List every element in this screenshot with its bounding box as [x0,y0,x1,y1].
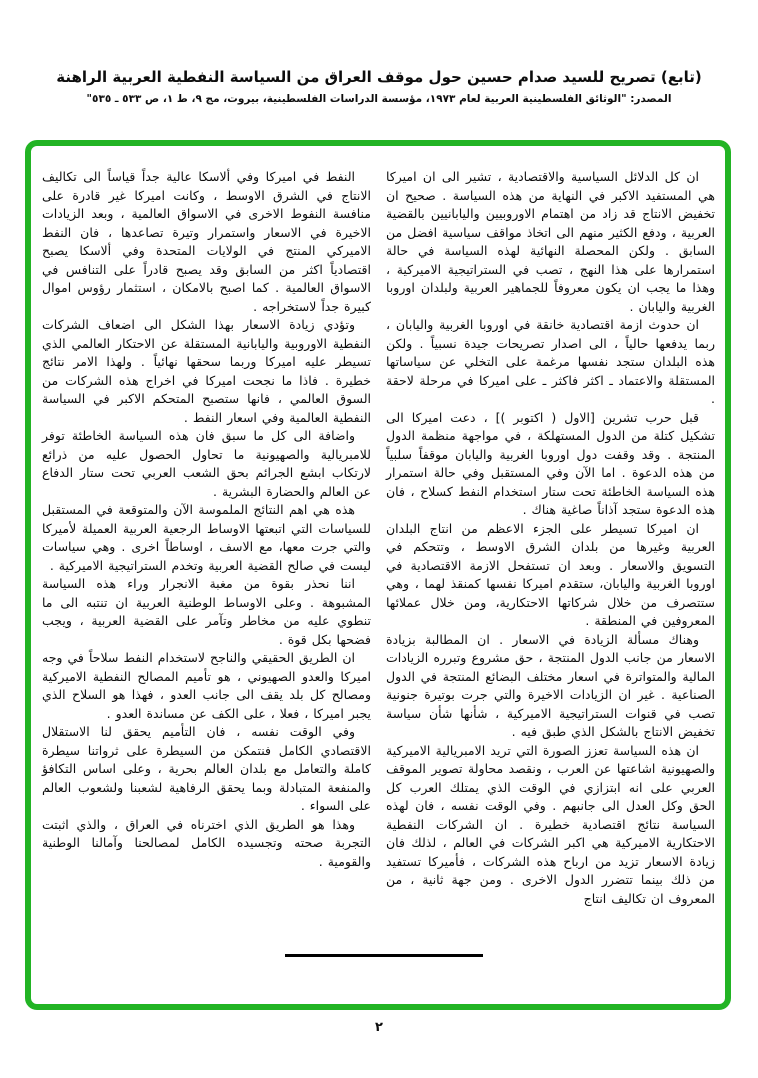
paragraph: اننا نحذر بقوة من مغبة الانجرار وراء هذه السياسة المشبوهة . وعلى الاوساط الوطنية العربية ان تنتبه الى ما تنطوي عليه من مخاطر وتآمر على القضية العربية ، ويجب فضحها بكل قوة . [42,576,371,647]
paragraph: هذه هي اهم النتائج الملموسة الآن والمتوقعة في المستقبل للسياسات التي اتبعتها الاوساط الرجعية العربية العميلة لأميركا والتي جرت معها، مع الاسف ، اوساطاً اخرى . وهي سياسات ليست في صالح القضية العربية وتخدم الستراتيجية الاميركية . [42,502,371,573]
paragraph: النفط في اميركا وفي ألاسكا عالية جداً قياساً الى تكاليف الانتاج في الشرق الاوسط ، وكانت اميركا غير قادرة على منافسة النفوط الاخرى في الاسواق العالمية ، وبعد الزيادات الاخيرة في الاسعار واستمرار وتيرة تصاعدها ، فان النفط الاميركي المنتج في الولايات المتحدة وفي ألاسكا يصبح اقتصادياً اكثر من السابق وقد يصبح قادراً على التنافس في الاسواق العالمية . كما اصبح بالامكان ، استثمار رؤوس اموال كبيرة جداً لاستخراجه . [42,169,371,314]
paragraph: وفي الوقت نفسه ، فان التأميم يحقق لنا الاستقلال الاقتصادي الكامل فنتمكن من السيطرة على ثرواتنا سيطرة كاملة والتعامل مع بلدان العالم بحرية ، وعلى اساس التكافؤ والمنفعة المتبادلة وبما يحقق الرفاهية لشعبنا ولشعوب العالم على السواء . [42,724,371,813]
paragraph: ان كل الدلائل السياسية والاقتصادية ، تشير الى ان اميركا هي المستفيد الاكبر في النهاية من هذه السياسة . صحيح ان تخفيض الانتاج قد زاد من اهتمام الاوروبيين واليابانيين بالقضية العربية ، ودفع الكثير منهم الى اتخاذ مواقف سياسية افضل من السابق . ولكن المحصلة النهائية لهذه السياسة في حالة استمرارها على هذا النهج ، تصب في الستراتيجية الاميركية ، وهذا ما يجب ان يكون معروفاً للجماهير العربية ولبلدان اوروبا الغربية واليابان . [386,169,715,314]
page-number: ٢ [375,1020,383,1035]
paragraph: ان اميركا تسيطر على الجزء الاعظم من انتاج البلدان العربية وغيرها من بلدان الشرق الاوسط ، وتتحكم في التسويق والاسعار . وبعد ان تستفحل الازمة الاقتصادية في اوروبا الغربية واليابان، ستقدم اميركا نفسها كمنقذ لهما ، وهي ستتصرف من خلال شركاتها الاحتكارية، ومن خلال عملائها المعروفين في المنطقة . [386,520,715,628]
column-second [42,168,371,908]
page-title: (تابع) تصريح للسيد صدام حسين حول موقف العراق من السياسة النفطية العربية الراهنة [56,68,702,86]
end-of-article-divider [285,954,483,957]
document-header [0,66,758,107]
green-border-frame [25,140,731,1010]
paragraph: وتؤدي زيادة الاسعار بهذا الشكل الى اضعاف الشركات النفطية الاوروبية واليابانية المستقلة عن الاحتكار العالمي الذي تسيطر عليه اميركا وربما سحقها نهائياً . ولهذا الامر نتائج خطيرة . فاذا ما نجحت اميركا في اخراج هذه الشركات من السوق العالمي ، فانها ستصبح المتحكم الاكبر في السياسة النفطية العالمية وفي اسعار النفط . [42,317,371,425]
paragraph: وهناك مسألة الزيادة في الاسعار . ان المطالبة بزيادة الاسعار من جانب الدول المنتجة ، حق مشروع وتبرره الزيادات المالية والمتواترة في اسعار مختلف البضائع المنتجة في الدول الصناعية . غير ان الزيادات الاخيرة والتي جرت بوتيرة جنونية تصب في قنوات الستراتيجية الاميركية ، شأنها شأن سياسة تخفيض الانتاج بالشكل الذي طبق فيه . [386,631,715,739]
source-citation: المصدر: "الوثائق الفلسطينية العربية لعام ١٩٧٣، مؤسسة الدراسات الفلسطينية، بيروت، مج ٩، ط ١، ص ٥٣٣ ـ ٥٣٥" [86,93,672,105]
text-columns [42,168,715,908]
paragraph: واضافة الى كل ما سبق فان هذه السياسة الخاطئة توفر للامبريالية والصهيونية ما تحاول الحصول عليه من ذرائع لارتكاب ابشع الجرائم بحق الشعب العربي تحت ستار الدفاع عن العالم والحضارة البشرية . [42,428,371,499]
paragraph: ان الطريق الحقيقي والناجح لاستخدام النفط سلاحاً في وجه اميركا والعدو الصهيوني ، هو تأميم المصالح النفطية الاميركية ومصالح كل بلد يقف الى جانب العدو ، فهذا هو السلاح الذي يجبر اميركا ، فعلا ، على الكف عن مساندة العدو . [42,650,371,721]
paragraph: ان حدوث ازمة اقتصادية خانقة في اوروبا الغربية واليابان ، ربما يدفعها حالياً ، الى اصدار تصريحات جيدة نسبياً . ولكن هذه البلدان ستجد نفسها مرغمة على التخلي عن سياساتها المستقلة والاعتماد ـ اكثر فاكثر ـ على اميركا في مرحلة لاحقة . [386,317,715,406]
paragraph: قبل حرب تشرين [الاول ( اكتوبر )] ، دعت اميركا الى تشكيل كتلة من الدول المستهلكة ، في مواجهة منظمة الدول المنتجة . وقد وقفت دول اوروبا الغربية واليابان موقفاً سلبياً من هذه الدعوة . اما الآن وفي المستقبل وفي حالة استمرار هذه السياسة الخاطئة تحت ستار استخدام النفط كسلاح ، فان هذه الدعوة ستجد آذاناً صاغية هناك . [386,409,715,517]
paragraph: وهذا هو الطريق الذي اخترناه في العراق ، والذي اثبتت التجربة صحته وتجسيده الكامل لمصالحنا وآمالنا الوطنية والقومية . [42,816,371,869]
column-first [386,168,715,908]
paragraph: ان هذه السياسة تعزز الصورة التي تريد الامبريالية الاميركية والصهيونية اشاعتها عن العرب ، ونقصد محاولة تصوير الموقف العربي على انه ابتزازي في الوقت الذي يمتلك العرب كل الحق وكل العدل الى جانبهم . وفي الوقت نفسه ، فان لهذه السياسة نتائج اقتصادية خطيرة . ان الشركات النفطية الاحتكارية الاميركية هي اكبر الشركات في العالم ، لذلك فان زيادة الاسعار تزيد من ارباح هذه الشركات ، فأميركا تستفيد من ذلك بينما تتضرر الدول الاخرى . ومن جهة ثانية ، من المعروف ان تكاليف انتاج [386,742,715,906]
